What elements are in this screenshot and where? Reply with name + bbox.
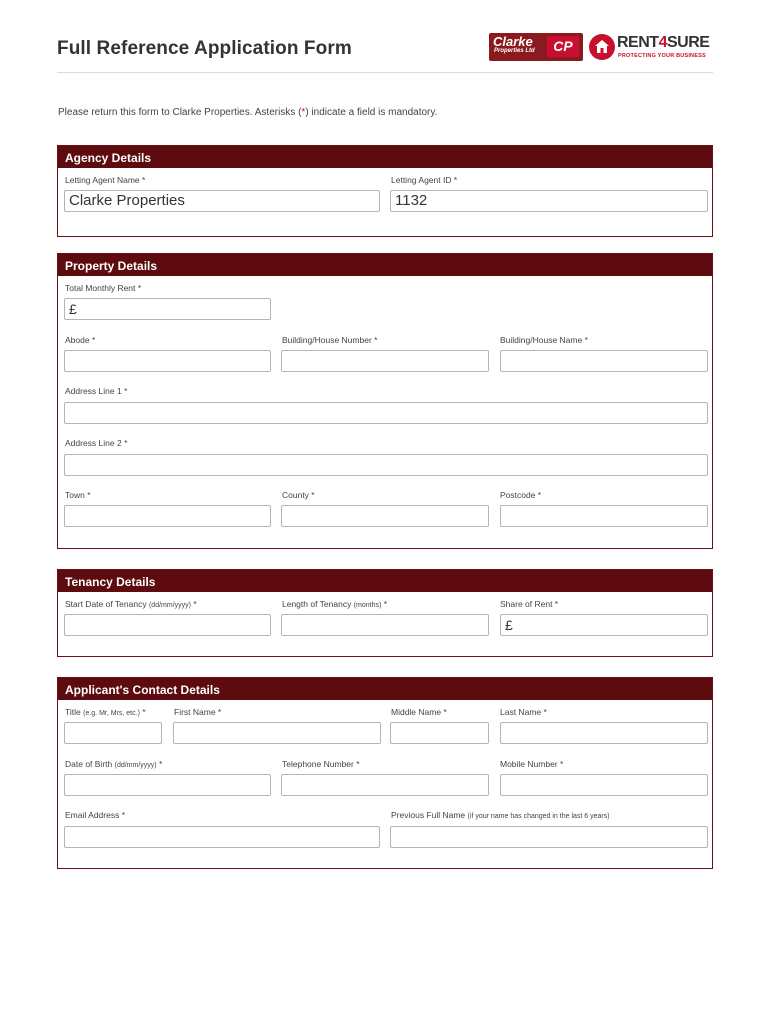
tenancy-length-field[interactable] [281,614,489,636]
postcode-label: Postcode * [500,490,542,500]
postcode-field[interactable] [500,505,708,527]
address-line-2-label: Address Line 2 * [65,438,128,448]
abode-label: Abode * [65,335,96,345]
town-label: Town * [65,490,91,500]
property-details-heading: Property Details [58,254,712,276]
middle-name-field[interactable] [390,722,489,744]
rent4sure-word-a: RENT [617,34,659,51]
address-line-2-field[interactable] [64,454,708,476]
property-details-section [57,253,713,549]
telephone-field[interactable] [281,774,489,796]
previous-name-hint: (if your name has changed in the last 6 years) [467,813,610,820]
telephone-label: Telephone Number * [282,759,360,769]
first-name-label: First Name * [174,707,222,717]
letting-agent-id-label: Letting Agent ID * [391,175,458,185]
last-name-label: Last Name * [500,707,547,717]
house-name-field[interactable] [500,350,708,372]
intro-asterisk: * [301,107,306,118]
email-field[interactable] [64,826,380,848]
agency-details-heading: Agency Details [58,146,712,168]
rent4sure-tagline: PROTECTING YOUR BUSINESS [618,53,706,59]
intro-after: ) indicate a field is mandatory. [305,107,438,118]
title-label-text: Title [65,707,81,717]
page-header [57,0,713,73]
middle-name-label: Middle Name * [391,707,447,717]
logos [489,33,713,63]
rent4sure-logo [617,34,709,52]
rent4sure-word-c: SURE [666,34,710,51]
clarke-properties-logo [489,33,583,61]
address-line-1-field[interactable] [64,402,708,424]
cp-mark: CP [547,36,579,57]
title-hint: (e.g. Mr, Mrs, etc.) [83,710,140,717]
page-title: Full Reference Application Form [57,38,352,59]
title-field[interactable] [64,722,162,744]
rent4sure-word-b: 4 [658,34,667,51]
tenancy-length-label-text: Length of Tenancy [282,599,352,609]
dob-label-text: Date of Birth [65,759,113,769]
title-required: * [142,707,146,717]
letting-agent-id-field[interactable]: 1132 [390,190,708,212]
tenancy-details-heading: Tenancy Details [58,570,712,592]
start-date-label-text: Start Date of Tenancy [65,599,147,609]
tenancy-details-section [57,569,713,657]
mobile-label: Mobile Number * [500,759,564,769]
mobile-field[interactable] [500,774,708,796]
start-date-field[interactable] [64,614,271,636]
last-name-field[interactable] [500,722,708,744]
previous-name-field[interactable] [390,826,708,848]
previous-name-label [391,810,610,820]
dob-label [65,759,162,769]
clarke-logo-word: Clarke [493,34,533,49]
abode-field[interactable] [64,350,271,372]
dob-field[interactable] [64,774,271,796]
tenancy-length-hint: (months) [353,602,382,609]
town-field[interactable] [64,505,271,527]
letting-agent-name-label: Letting Agent Name * [65,175,146,185]
letting-agent-name-field[interactable]: Clarke Properties [64,190,380,212]
address-line-1-label: Address Line 1 * [65,386,128,396]
share-of-rent-label: Share of Rent * [500,599,559,609]
tenancy-length-label [282,599,387,609]
tenancy-length-required: * [383,599,388,609]
dob-hint: (dd/mm/yyyy) [114,762,157,769]
share-of-rent-field[interactable]: £ [500,614,708,636]
house-name-label: Building/House Name * [500,335,588,345]
house-icon [589,34,615,60]
county-label: County * [282,490,315,500]
start-date-label [65,599,197,609]
contact-details-section [57,677,713,869]
house-number-field[interactable] [281,350,489,372]
agency-details-section [57,145,713,237]
previous-name-label-text: Previous Full Name [391,810,466,820]
total-monthly-rent-label: Total Monthly Rent * [65,283,142,293]
total-monthly-rent-field[interactable]: £ [64,298,271,320]
intro-text [58,107,437,118]
start-date-required: * [193,599,197,609]
first-name-field[interactable] [173,722,381,744]
house-number-label: Building/House Number * [282,335,378,345]
intro-before: Please return this form to Clarke Properties. Asterisks ( [58,107,302,118]
dob-required: * [159,759,163,769]
email-label: Email Address * [65,810,125,820]
county-field[interactable] [281,505,489,527]
clarke-logo-sub: Properties Ltd [494,48,535,54]
start-date-hint: (dd/mm/yyyy) [148,602,191,609]
contact-details-heading: Applicant's Contact Details [58,678,712,700]
title-label [65,707,146,717]
